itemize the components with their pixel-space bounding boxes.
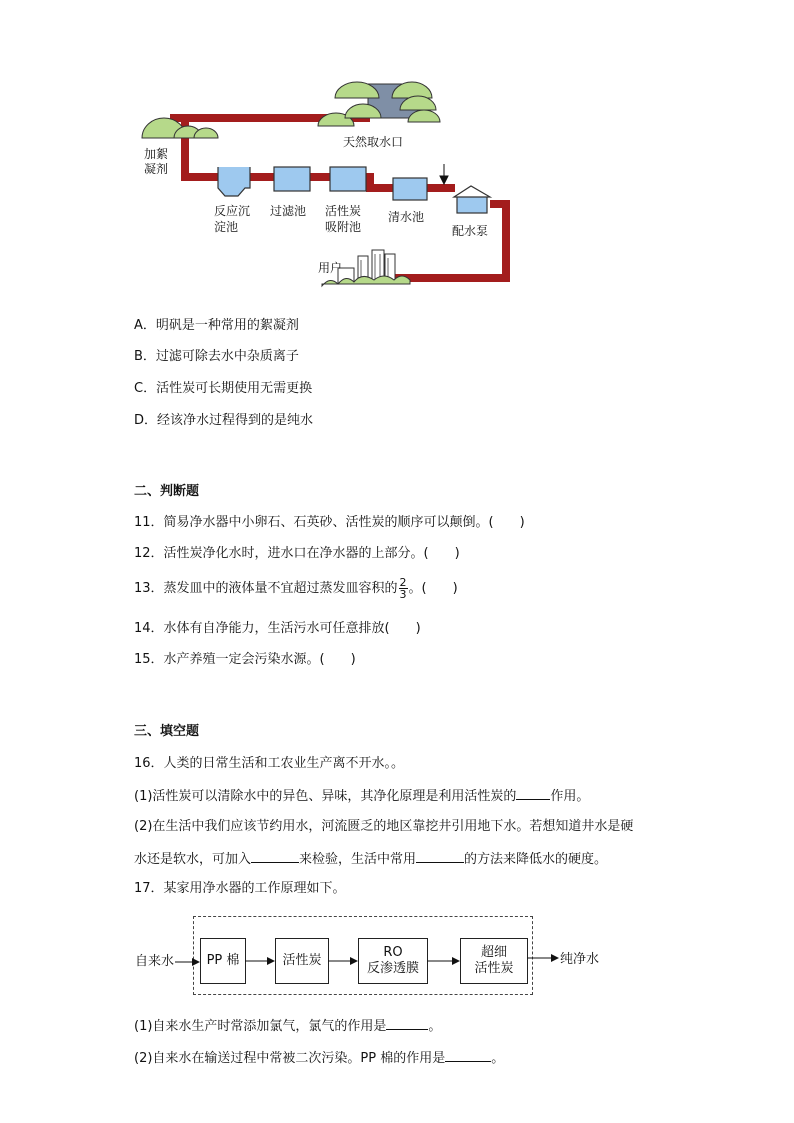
tanks	[218, 167, 427, 200]
question-16-2-part-a: 水还是软水，可加入	[134, 852, 252, 867]
question-16-1-end: 作用。	[550, 789, 590, 804]
down-arrow-icon	[440, 164, 448, 184]
answer-blank[interactable]	[251, 849, 299, 863]
water-treatment-diagram	[130, 70, 530, 295]
section2-title: 二、判断题	[134, 484, 200, 499]
ultra-label-line1: 超细	[480, 945, 507, 960]
ro-label-line1: RO	[383, 945, 403, 960]
question-17-1-text: (1)自来水生产时常添加氯气，氯气的作用是	[134, 1019, 387, 1034]
answer-blank[interactable]	[386, 1016, 428, 1030]
fraction-denominator: 3	[399, 588, 407, 601]
ultra-label-line2: 活性炭	[474, 961, 514, 976]
ro-membrane-box	[358, 938, 428, 984]
question-17-1-end: 。	[428, 1019, 442, 1034]
answer-blank[interactable]	[516, 786, 550, 800]
question-17: 17．某家用净水器的工作原理如下。	[134, 881, 346, 896]
answer-blank[interactable]	[416, 849, 464, 863]
label-filter: 过滤池	[270, 204, 307, 218]
fraction-two-thirds	[399, 577, 408, 600]
tank-filter	[274, 167, 310, 191]
question-17-1	[134, 1016, 441, 1036]
question-17-2	[134, 1048, 504, 1068]
pump-house	[454, 186, 490, 213]
label-source: 天然取水口	[343, 135, 404, 149]
question-12: 12．活性炭净化水时，进水口在净水器的上部分。( )	[134, 546, 460, 561]
question-13-end: 。( )	[408, 581, 458, 596]
ultra-carbon-box	[460, 938, 528, 984]
label-carbon-2: 吸附池	[325, 220, 362, 234]
question-16-2-line1: (2)在生活中我们应该节约用水，河流匮乏的地区靠挖井引用地下水。若想知道井水是硬	[134, 819, 634, 834]
label-clear: 清水池	[388, 210, 425, 224]
purifier-enclosure	[193, 916, 533, 995]
question-15: 15．水产养殖一定会污染水源。( )	[134, 652, 356, 667]
label-flocculant-2: 凝剂	[144, 162, 169, 176]
label-reaction-2: 淀池	[214, 220, 239, 234]
option-b[interactable]: B．过滤可除去水中杂质离子	[134, 349, 299, 364]
tank-reaction	[218, 167, 250, 196]
answer-blank[interactable]	[445, 1048, 491, 1062]
pipeline	[170, 118, 506, 278]
question-16-2-part-b: 来检验，生活中常用	[299, 852, 417, 867]
label-pump: 配水泵	[452, 224, 489, 238]
fraction-numerator: 2	[399, 576, 407, 589]
option-d[interactable]: D．经该净水过程得到的是纯水	[134, 413, 314, 428]
question-13	[134, 576, 458, 602]
question-13-text: 13．蒸发皿中的液体量不宜超过蒸发皿容积的	[134, 581, 398, 596]
option-c[interactable]: C．活性炭可长期使用无需更换	[134, 381, 313, 396]
question-16: 16．人类的日常生活和工农业生产离不开水。。	[134, 756, 405, 771]
question-11: 11．简易净水器中小卵石、石英砂、活性炭的顺序可以颠倒。( )	[134, 515, 525, 530]
label-user: 用户	[318, 261, 343, 275]
flow-input-label: 自来水	[135, 954, 175, 969]
question-16-2-line2	[134, 849, 607, 869]
question-17-2-end: 。	[491, 1051, 505, 1066]
option-a[interactable]: A．明矾是一种常用的絮凝剂	[134, 318, 299, 333]
question-17-2-text: (2)自来水在输送过程中常被二次污染。PP 棉的作用是	[134, 1051, 446, 1066]
label-flocculant-1: 加絮	[144, 147, 169, 161]
tank-clear	[393, 178, 427, 200]
section3-title: 三、填空题	[134, 724, 200, 739]
flow-output-label: 纯净水	[560, 952, 600, 967]
question-16-1-text: (1)活性炭可以清除水中的异色、异味，其净化原理是利用活性炭的	[134, 789, 517, 804]
carbon-box: 活性炭	[275, 938, 329, 984]
pp-cotton-box: PP 棉	[200, 938, 246, 984]
label-carbon-1: 活性炭	[325, 204, 362, 218]
tank-carbon	[330, 167, 366, 191]
ro-label-line2: 反渗透膜	[366, 961, 419, 976]
question-14: 14．水体有自净能力，生活污水可任意排放( )	[134, 621, 421, 636]
label-reaction-1: 反应沉	[214, 204, 251, 218]
question-16-1	[134, 786, 589, 806]
question-16-2-part-c: 的方法来降低水的硬度。	[464, 852, 608, 867]
